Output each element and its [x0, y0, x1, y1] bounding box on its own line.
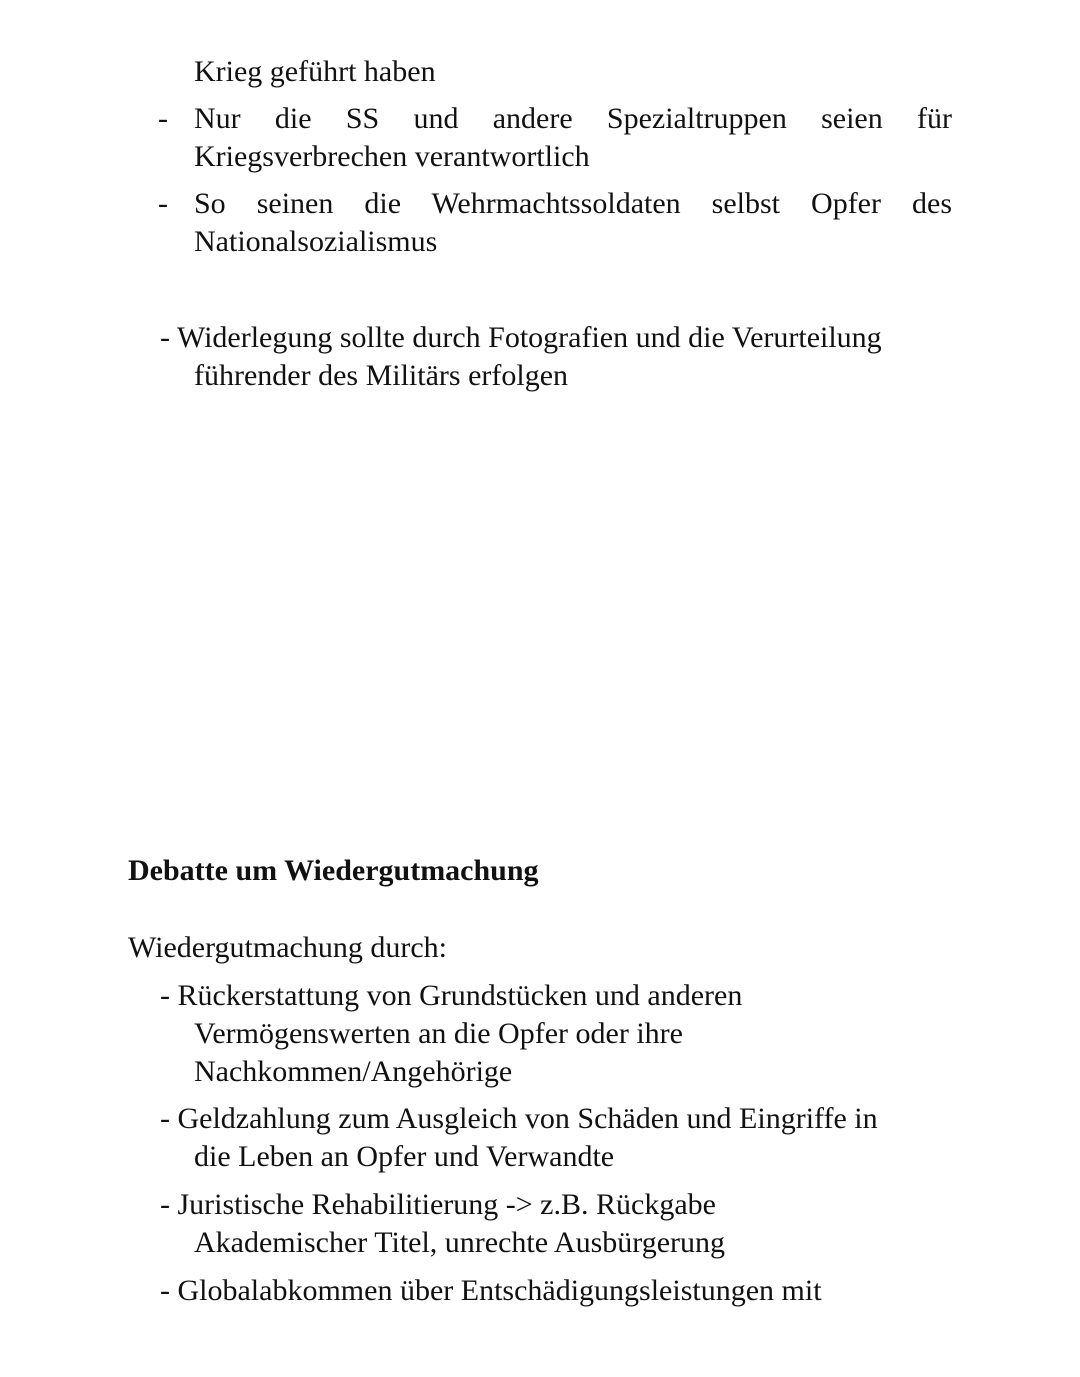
list-item-text: [194, 100, 952, 176]
list-item-line: führender des Militärs erfolgen: [194, 359, 569, 392]
list-item: [160, 1100, 960, 1176]
list-item: [160, 1272, 960, 1310]
list-item: [160, 977, 960, 1091]
list-item-line: - Juristische Rehabilitierung -> z.B. Rückgabe: [160, 1188, 716, 1221]
list-item-line: - Globalabkommen über Entschädigungsleistungen mit: [160, 1274, 822, 1307]
list-item-line: Nur die SS und andere Spezialtruppen seien für: [194, 102, 952, 135]
list-item-line: - Rückerstattung von Grundstücken und anderen: [160, 979, 743, 1012]
continuation-line: Krieg geführt haben: [194, 55, 436, 88]
list-item-line: Nachkommen/Angehörige: [194, 1055, 513, 1088]
intro-line: Wiedergutmachung durch:: [128, 931, 447, 964]
bullet-dash: -: [158, 102, 168, 135]
list-item-line: die Leben an Opfer und Verwandte: [194, 1140, 615, 1173]
list-item-line: - Widerlegung sollte durch Fotografien und die Verurteilung: [160, 321, 882, 354]
list-item-line: Vermögenswerten an die Opfer oder ihre: [194, 1017, 683, 1050]
list-item: [160, 1186, 960, 1262]
refutation-item: [160, 319, 960, 395]
list-item-line: Nationalsozialismus: [194, 225, 438, 258]
list-item-line: Akademischer Titel, unrechte Ausbürgerung: [194, 1226, 726, 1259]
list-item-line: So seinen die Wehrmachtssoldaten selbst Opfer des: [194, 187, 952, 220]
list-item-line: Kriegsverbrechen verantwortlich: [194, 140, 590, 173]
list-item-text: [194, 185, 952, 261]
bullet-dash: -: [158, 187, 168, 220]
section-heading: Debatte um Wiedergutmachung: [128, 854, 539, 887]
list-item-line: - Geldzahlung zum Ausgleich von Schäden und Eingriffe in: [160, 1102, 878, 1135]
